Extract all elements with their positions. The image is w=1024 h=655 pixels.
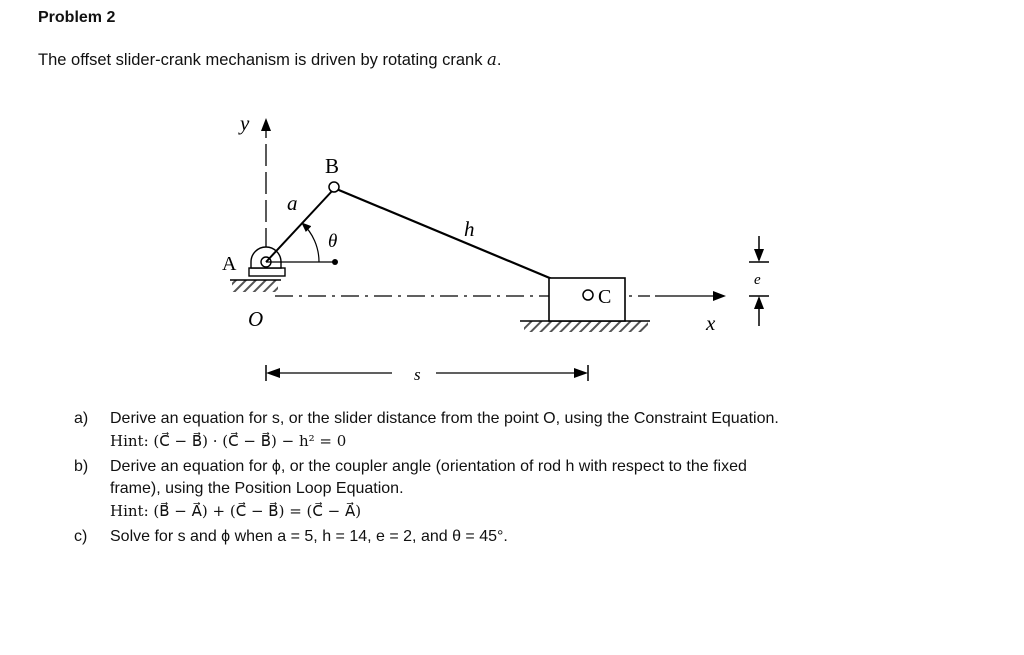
part-b (74, 456, 779, 522)
point-b-label: B (325, 154, 340, 178)
part-text: Derive an equation for s, or the slider distance from the point O, using the Constraint Equation. (110, 410, 779, 427)
crank-label: a (287, 191, 298, 215)
theta-label: θ (328, 231, 338, 252)
s-dimension-arrow-left (266, 368, 280, 378)
problem-heading: Problem 2 (38, 9, 116, 26)
ground-a (232, 280, 278, 292)
y-axis-label: y (240, 111, 250, 135)
part-text: Solve for s and ϕ when a = 5, h = 14, e = 2, and θ = 45°. (110, 528, 508, 545)
theta-arc (302, 223, 319, 262)
coupler-label: h (464, 217, 475, 241)
s-dimension-arrow-right (574, 368, 588, 378)
joint-c (583, 290, 593, 300)
offset-arrow-up (754, 296, 764, 309)
ground-c (524, 321, 648, 332)
offset-label: e (754, 272, 761, 288)
crank-a (266, 190, 333, 262)
pivot-a-base (249, 268, 285, 276)
part-c (74, 526, 779, 548)
x-axis-label: x (706, 311, 716, 335)
part-hint: Hint: (B⃗ − A⃗) + (C⃗ − B⃗) = (C⃗ − A⃗) (110, 502, 362, 520)
origin-label: O (248, 307, 264, 331)
point-c-label: C (598, 286, 612, 308)
part-text: Derive an equation for ϕ, or the coupler angle (orientation of rod h with respect to the fixed (110, 458, 747, 475)
intro-end: . (496, 51, 502, 69)
part-marker: b) (74, 458, 89, 475)
problem-parts (74, 408, 779, 548)
part-a (74, 408, 779, 452)
x-axis-arrowhead (713, 291, 726, 301)
part-text: frame), using the Position Loop Equation. (110, 480, 404, 497)
intro-variable: a (487, 50, 497, 69)
part-hint: Hint: (C⃗ − B⃗) · (C⃗ − B⃗) − h² = 0 (110, 432, 347, 450)
y-axis-arrowhead (261, 118, 271, 131)
point-a-label: A (222, 253, 237, 275)
intro-text: The offset slider-crank mechanism is driven by rotating crank (38, 51, 488, 69)
joint-b (329, 182, 339, 192)
offset-arrow-down (754, 249, 764, 262)
theta-reference-dot (332, 259, 338, 265)
part-marker: a) (74, 410, 89, 427)
part-marker: c) (74, 528, 88, 545)
s-dimension-label: s (414, 365, 421, 384)
